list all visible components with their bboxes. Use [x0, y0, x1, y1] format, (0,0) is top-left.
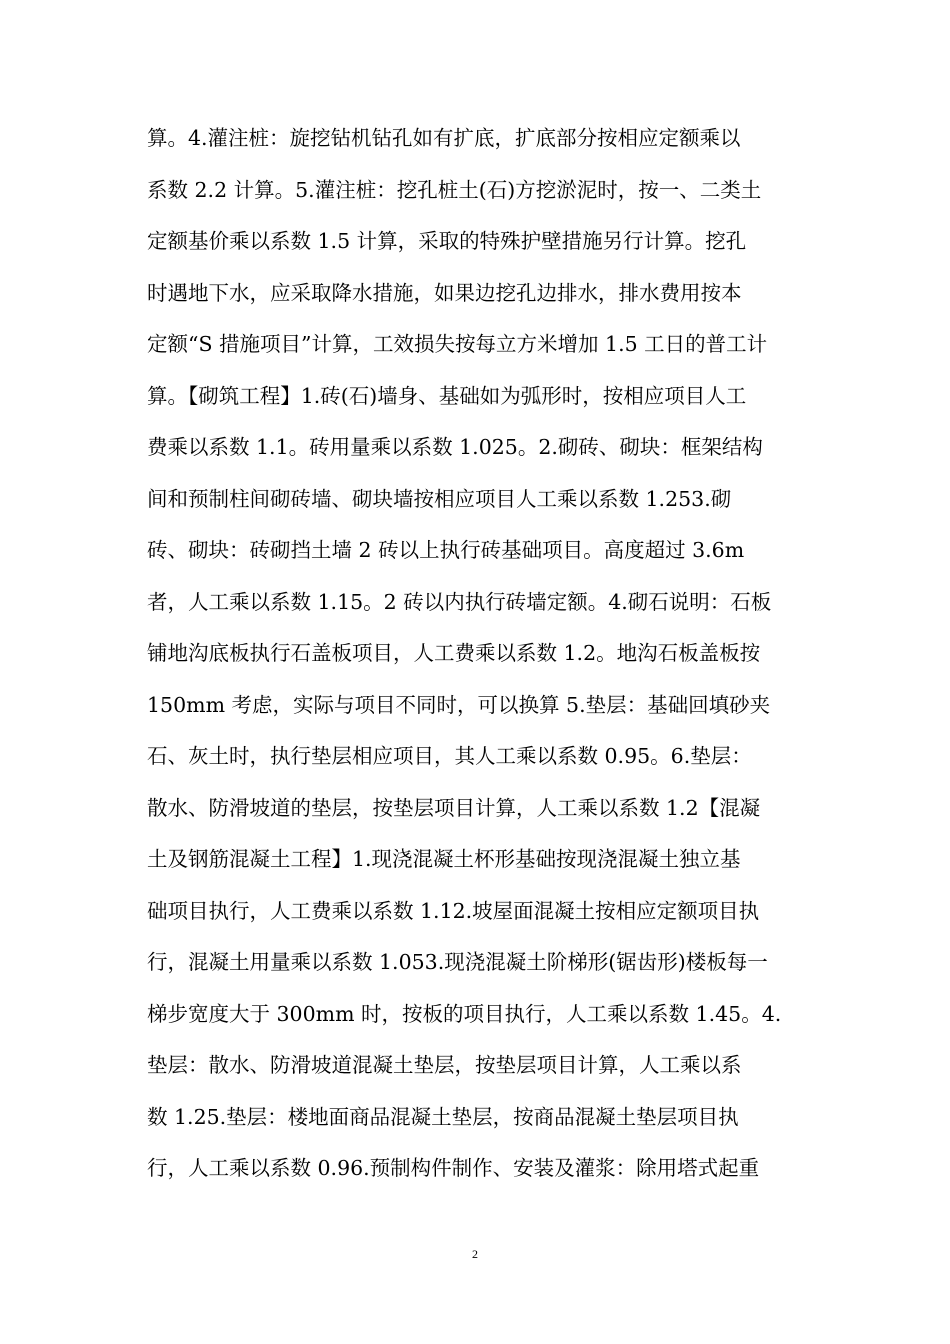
text-line: 散水、防滑坡道的垫层，按垫层项目计算，人工乘以系数 1.2【混凝 — [147, 795, 761, 820]
text-line: 间和预制柱间砌砖墙、砌块墙按相应项目人工乘以系数 1.253.砌 — [147, 486, 732, 511]
text-line: 土及钢筋混凝土工程】1.现浇混凝土杯形基础按现浇混凝土独立基 — [147, 847, 741, 871]
body-text — [147, 113, 807, 1195]
text-line: 算。【砌筑工程】1.砖(石)墙身、基础如为弧形时，按相应项目人工 — [147, 383, 747, 408]
text-line: 石、灰土时，执行垫层相应项目，其人工乘以系数 0.95。6.垫层： — [147, 744, 752, 768]
text-line: 砖、砌块：砖砌挡土墙 2 砖以上执行砖基础项目。高度超过 3.6m — [147, 538, 745, 562]
text-line: 者，人工乘以系数 1.15。2 砖以内执行砖墙定额。4.砌石说明：石板 — [147, 589, 772, 614]
text-line: 梯步宽度大于 300mm 时，按板的项目执行，人工乘以系数 1.45。4. — [147, 1001, 782, 1026]
text-line: 行，混凝土用量乘以系数 1.053.现浇混凝土阶梯形(锯齿形)楼板每一 — [147, 950, 768, 974]
text-line: 数 1.25.垫层：楼地面商品混凝土垫层，按商品混凝土垫层项目执 — [147, 1104, 739, 1129]
text-line: 150mm 考虑，实际与项目不同时，可以换算 5.垫层：基础回填砂夹 — [147, 692, 771, 717]
text-line: 础项目执行，人工费乘以系数 1.12.坡屋面混凝土按相应定额项目执 — [147, 898, 760, 923]
page-number: 2 — [472, 1247, 478, 1261]
text-line: 算。4.灌注桩：旋挖钻机钻孔如有扩底，扩底部分按相应定额乘以 — [147, 126, 741, 150]
text-line: 时遇地下水，应采取降水措施，如果边挖孔边排水，排水费用按本 — [147, 280, 742, 305]
text-line: 铺地沟底板执行石盖板项目，人工费乘以系数 1.2。地沟石板盖板按 — [147, 641, 761, 665]
text-line: 费乘以系数 1.1。砖用量乘以系数 1.025。2.砌砖、砌块：框架结构 — [147, 435, 763, 459]
text-line: 行，人工乘以系数 0.96.预制构件制作、安装及灌浆：除用塔式起重 — [147, 1156, 760, 1180]
text-line: 系数 2.2 计算。5.灌注桩：挖孔桩土(石)方挖淤泥时，按一、二类土 — [147, 177, 762, 202]
text-line: 定额基价乘以系数 1.5 计算，采取的特殊护壁措施另行计算。挖孔 — [147, 229, 747, 253]
text-line: 定额“S 措施项目”计算，工效损失按每立方米增加 1.5 工日的普工计 — [147, 332, 768, 356]
text-line: 垫层：散水、防滑坡道混凝土垫层，按垫层项目计算，人工乘以系 — [147, 1053, 742, 1077]
